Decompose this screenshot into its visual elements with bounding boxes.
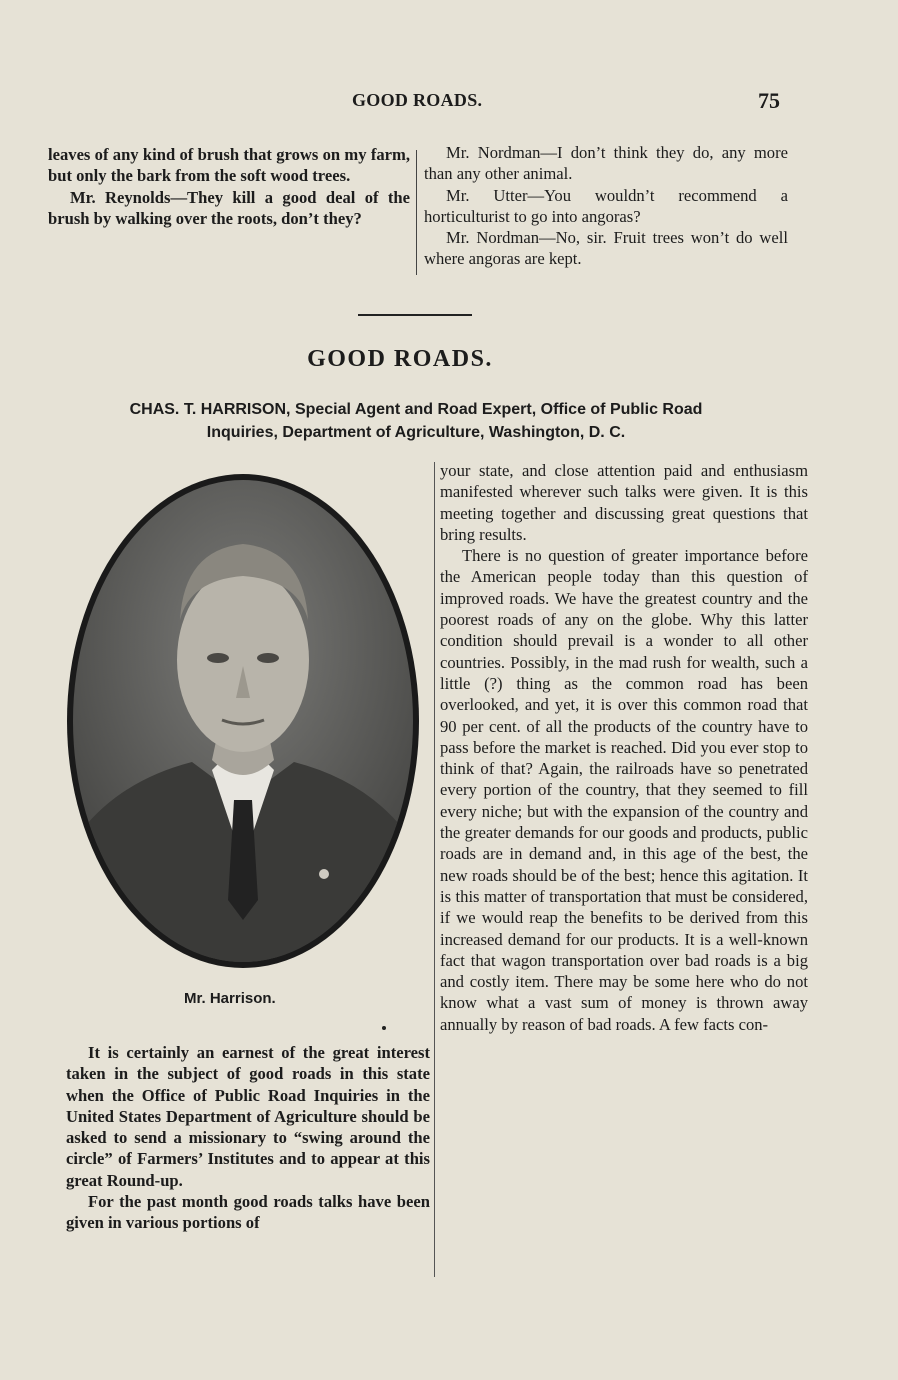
column-divider [434,462,435,1277]
paragraph: It is certainly an earnest of the great interest taken in the subject of good roads in this state when the Office of Public Road Inquiries in the United States Department of Agriculture should be asked to send a missionary to “swing around the circle” of Farmers’ Institutes and to appear at this great Round-up. [66,1043,430,1190]
column-divider [416,150,417,275]
paragraph: your state, and close attention paid and enthusiasm manifested wherever such talks were given. It is this meeting together and discussing great questions that bring results. [440,461,808,544]
article-title: GOOD ROADS. [307,346,493,372]
top-right-column [424,142,788,270]
byline-line: CHAS. T. HARRISON, Special Agent and Road Expert, Office of Public Road [129,401,703,418]
ink-speck [382,1026,386,1030]
paragraph: Mr. Utter—You wouldn’t recommend a horticulturist to go into angoras? [424,185,788,226]
photo-caption: Mr. Harrison. [184,990,276,1007]
article-byline [46,398,786,444]
section-rule [358,314,472,316]
paragraph: leaves of any kind of brush that grows on my farm, but only the bark from the soft wood trees. [48,145,410,186]
top-left-column [48,144,410,229]
paragraph: Mr. Nordman—I don’t think they do, any more than any other animal. [424,143,788,184]
paragraph: For the past month good roads talks have been given in various portions of [66,1192,430,1233]
article-left-column [66,1042,430,1234]
paragraph: There is no question of greater importance before the American people today than this question of improved roads. We have the greatest country and the poorest roads of any on the globe. Why this latter condition should prevail is a wonder to all other countries. Possibly, in the mad rush for wealth, such a little (?) thing as the common road has been overlooked, and yet, it is over this common road that 90 per cent. of all the products of the country have to pass before the market is reached. Did you ever stop to think of that? Again, the railroads have so penetrated every portion of the country, that they seemed to fill every niche; but with the expansion of the country and the greater demands for our goods and products, public roads are in demand and, in this age of the best, the new roads should be of the best; hence this agitation. It is this matter of transportation that must be considered, if we would reap the benefits to be derived from this increased demand for our products. It is a well-known fact that wagon transportation over bad roads is a big and costly item. There may be some here who do not know what a vast sum of money is thrown away annually by reason of bad roads. A few facts con- [440,546,808,1034]
running-head: GOOD ROADS. [352,90,483,110]
page-number: 75 [758,88,780,113]
byline-line: Inquiries, Department of Agriculture, Washington, D. C. [206,424,626,441]
portrait-photo [62,470,424,972]
article-right-column [440,460,808,1035]
paragraph: Mr. Reynolds—They kill a good deal of the brush by walking over the roots, don’t they? [48,187,410,228]
paragraph: Mr. Nordman—No, sir. Fruit trees won’t do well where angoras are kept. [424,228,788,269]
